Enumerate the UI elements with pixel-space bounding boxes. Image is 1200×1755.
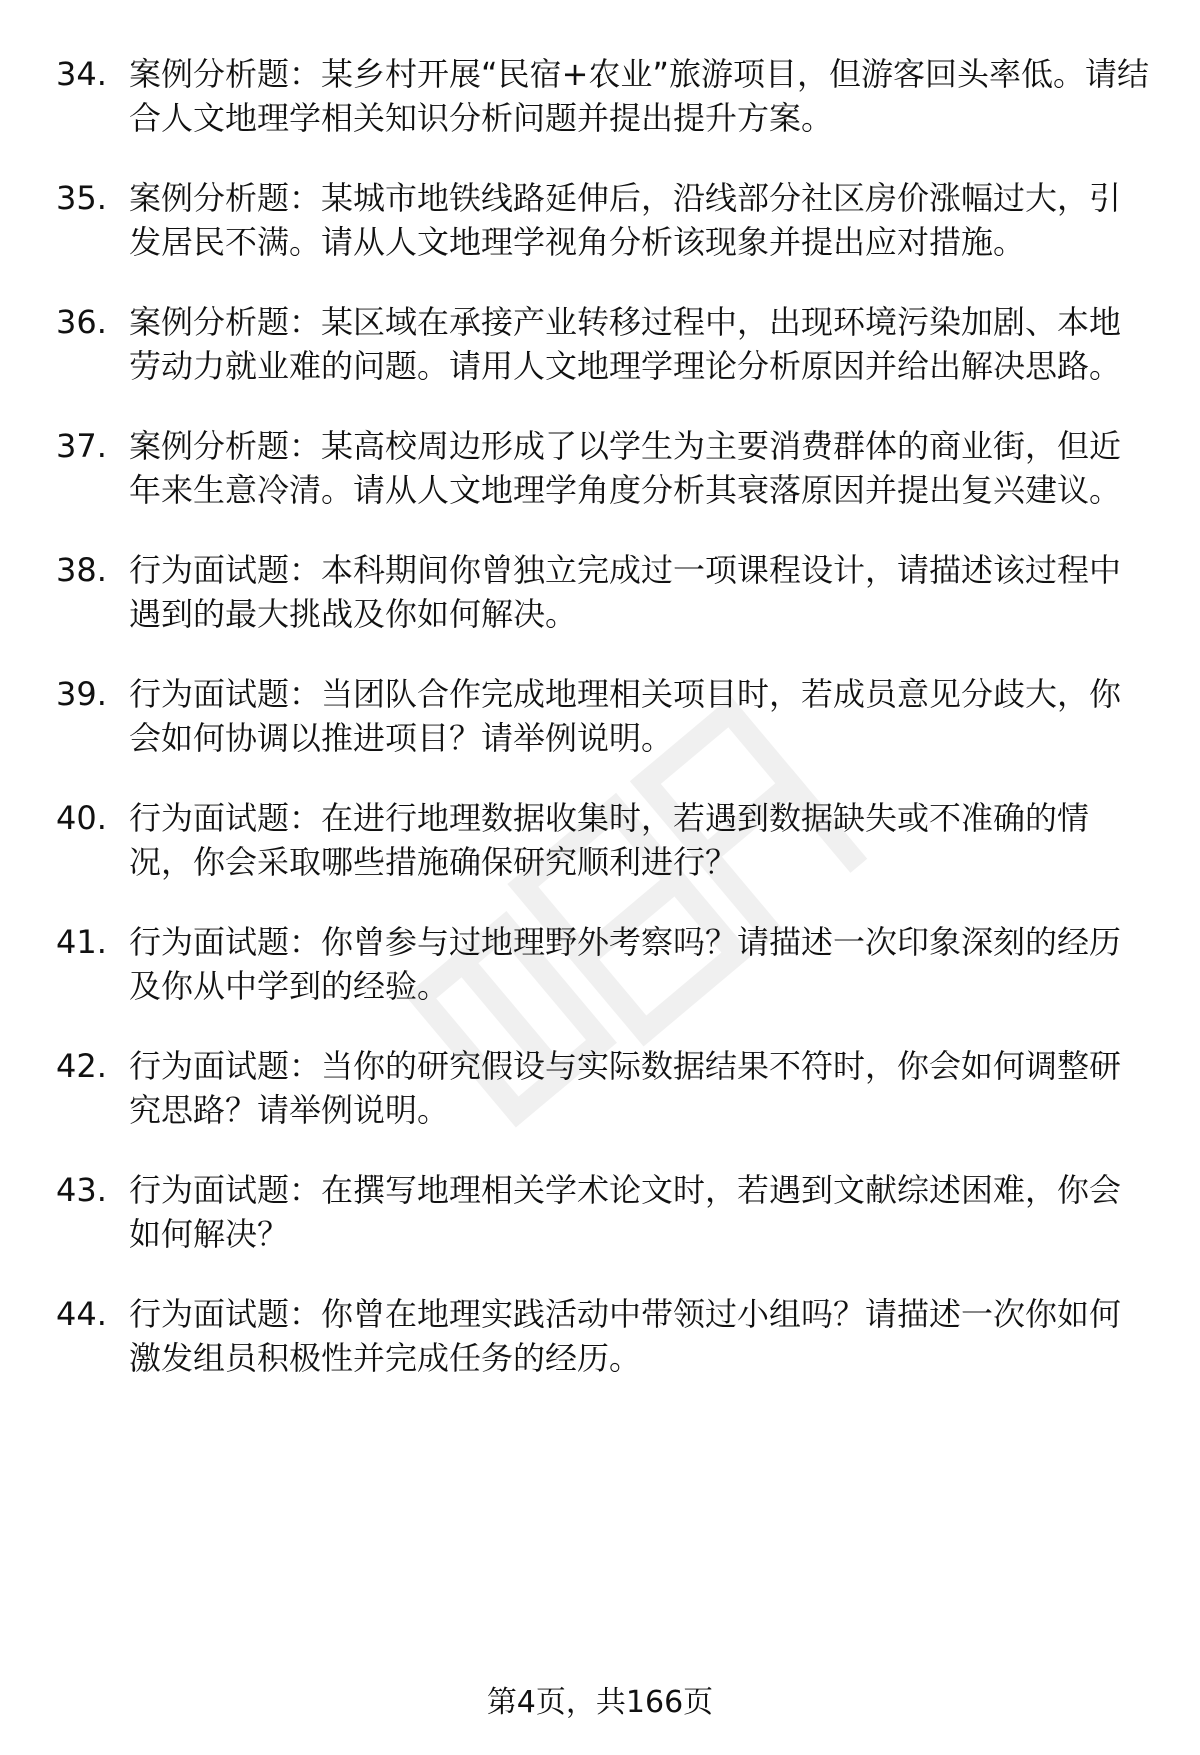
question-text: 案例分析题：某高校周边形成了以学生为主要消费群体的商业街，但近年来生意冷清。请从人文地理学角度分析其衰落原因并提出复兴建议。 <box>129 427 1122 509</box>
question-text: 行为面试题：在撰写地理相关学术论文时，若遇到文献综述困难，你会如何解决？ <box>129 1171 1122 1253</box>
question-item <box>0 1292 1200 1380</box>
question-text: 行为面试题：当团队合作完成地理相关项目时，若成员意见分歧大，你会如何协调以推进项目？请举例说明。 <box>129 675 1122 757</box>
question-item <box>0 300 1200 388</box>
question-text: 行为面试题：本科期间你曾独立完成过一项课程设计，请描述该过程中遇到的最大挑战及你如何解决。 <box>129 551 1122 633</box>
question-text: 案例分析题：某区域在承接产业转移过程中，出现环境污染加剧、本地劳动力就业难的问题。请用人文地理学理论分析原因并给出解决思路。 <box>129 303 1122 385</box>
question-item <box>0 52 1200 140</box>
page-footer: 第4页，共166页 <box>486 1685 714 1720</box>
question-text: 行为面试题：你曾在地理实践活动中带领过小组吗？请描述一次你如何激发组员积极性并完成任务的经历。 <box>129 1295 1122 1377</box>
question-text: 案例分析题：某乡村开展“民宿+农业”旅游项目，但游客回头率低。请结合人文地理学相关知识分析问题并提出提升方案。 <box>129 55 1149 137</box>
question-number: 38. <box>56 551 107 589</box>
question-number: 34. <box>56 55 107 93</box>
question-number: 36. <box>56 303 107 341</box>
question-text: 行为面试题：你曾参与过地理野外考察吗？请描述一次印象深刻的经历及你从中学到的经验。 <box>129 923 1122 1005</box>
question-number: 40. <box>56 799 107 837</box>
question-number: 39. <box>56 675 107 713</box>
question-text: 行为面试题：当你的研究假设与实际数据结果不符时，你会如何调整研究思路？请举例说明。 <box>129 1047 1122 1129</box>
question-number: 41. <box>56 923 107 961</box>
question-item <box>0 176 1200 264</box>
question-number: 35. <box>56 179 107 217</box>
question-item <box>0 424 1200 512</box>
question-text: 行为面试题：在进行地理数据收集时，若遇到数据缺失或不准确的情况，你会采取哪些措施确保研究顺利进行？ <box>129 799 1090 881</box>
question-item <box>0 548 1200 636</box>
question-text: 案例分析题：某城市地铁线路延伸后，沿线部分社区房价涨幅过大，引发居民不满。请从人文地理学视角分析该现象并提出应对措施。 <box>129 179 1122 261</box>
question-number: 44. <box>56 1295 107 1333</box>
question-item <box>0 1044 1200 1132</box>
question-number: 37. <box>56 427 107 465</box>
question-item <box>0 672 1200 760</box>
question-item <box>0 920 1200 1008</box>
question-number: 43. <box>56 1171 107 1209</box>
question-item <box>0 796 1200 884</box>
question-list <box>0 52 1200 1416</box>
question-item <box>0 1168 1200 1256</box>
question-number: 42. <box>56 1047 107 1085</box>
